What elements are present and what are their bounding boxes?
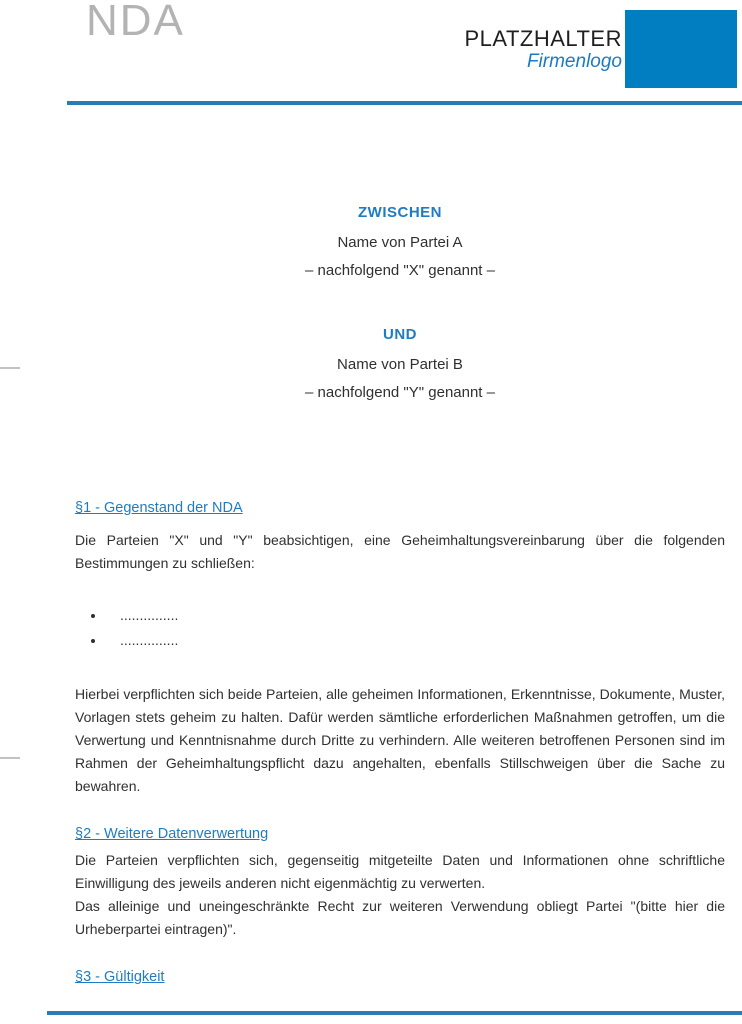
fold-mark-top — [0, 367, 20, 369]
party-a-name: Name von Partei A — [337, 234, 463, 251]
section-2-paragraph-1: Die Parteien verpflichten sich, gegenseitig mitgeteilte Daten und Informationen ohne schriftliche Einwilligung des jeweils anderen nicht eigenmächtig zu verwerten. — [75, 852, 725, 891]
fold-mark-bottom — [0, 757, 20, 759]
section-3-heading: §3 - Gültigkeit — [75, 969, 165, 985]
company-logo-block — [465, 26, 623, 73]
and-label: UND — [383, 326, 417, 343]
logo-rectangle-icon — [625, 10, 737, 88]
placeholder-bullet-list — [75, 603, 725, 653]
document-watermark-title: NDA — [86, 0, 185, 45]
section-2-heading: §2 - Weitere Datenverwertung — [75, 826, 269, 842]
party-b-alias: – nachfolgend "Y" genannt – — [305, 384, 495, 401]
document-body — [75, 500, 725, 986]
party-a-alias: – nachfolgend "X" genannt – — [305, 262, 495, 279]
party-b-name: Name von Partei B — [337, 356, 463, 373]
placeholder-bullet-item: • ............... — [106, 628, 725, 653]
placeholder-bullet-item: • ............... — [106, 603, 725, 628]
between-label: ZWISCHEN — [358, 204, 442, 221]
parties-block — [75, 204, 725, 402]
section-1-intro-paragraph: Die Parteien "X" und "Y" beabsichtigen, eine Geheimhaltungsvereinbarung über die folgenden Bestimmungen zu schließen: — [75, 532, 725, 571]
logo-placeholder-text: PLATZHALTER — [464, 26, 622, 51]
logo-subtitle-text: Firmenlogo — [526, 51, 622, 73]
footer-divider-rule — [47, 1011, 742, 1015]
section-1-body-paragraph: Hierbei verpflichten sich beide Parteien, alle geheimen Informationen, Erkenntnisse, Dokumente, Muster, Vorlagen stets geheim zu halten. Dafür werden sämtliche erforderlichen Maßnahmen getroffen, um die Verwertung und Kenntnisnahme durch Dritte zu verhindern. Alle weiteren betroffenen Personen sind im Rahmen der Geheimhaltungspflicht dazu angehalten, ebenfalls Stillschweigen über die Sache zu bewahren. — [75, 686, 725, 794]
section-2-paragraph-2: Das alleinige und uneingeschränkte Recht zur weiteren Verwendung obliegt Partei "(bitte hier die Urheberpartei eintragen)". — [75, 898, 725, 937]
section-1-heading: §1 - Gegenstand der NDA — [75, 500, 243, 516]
header-divider-rule — [67, 101, 742, 105]
